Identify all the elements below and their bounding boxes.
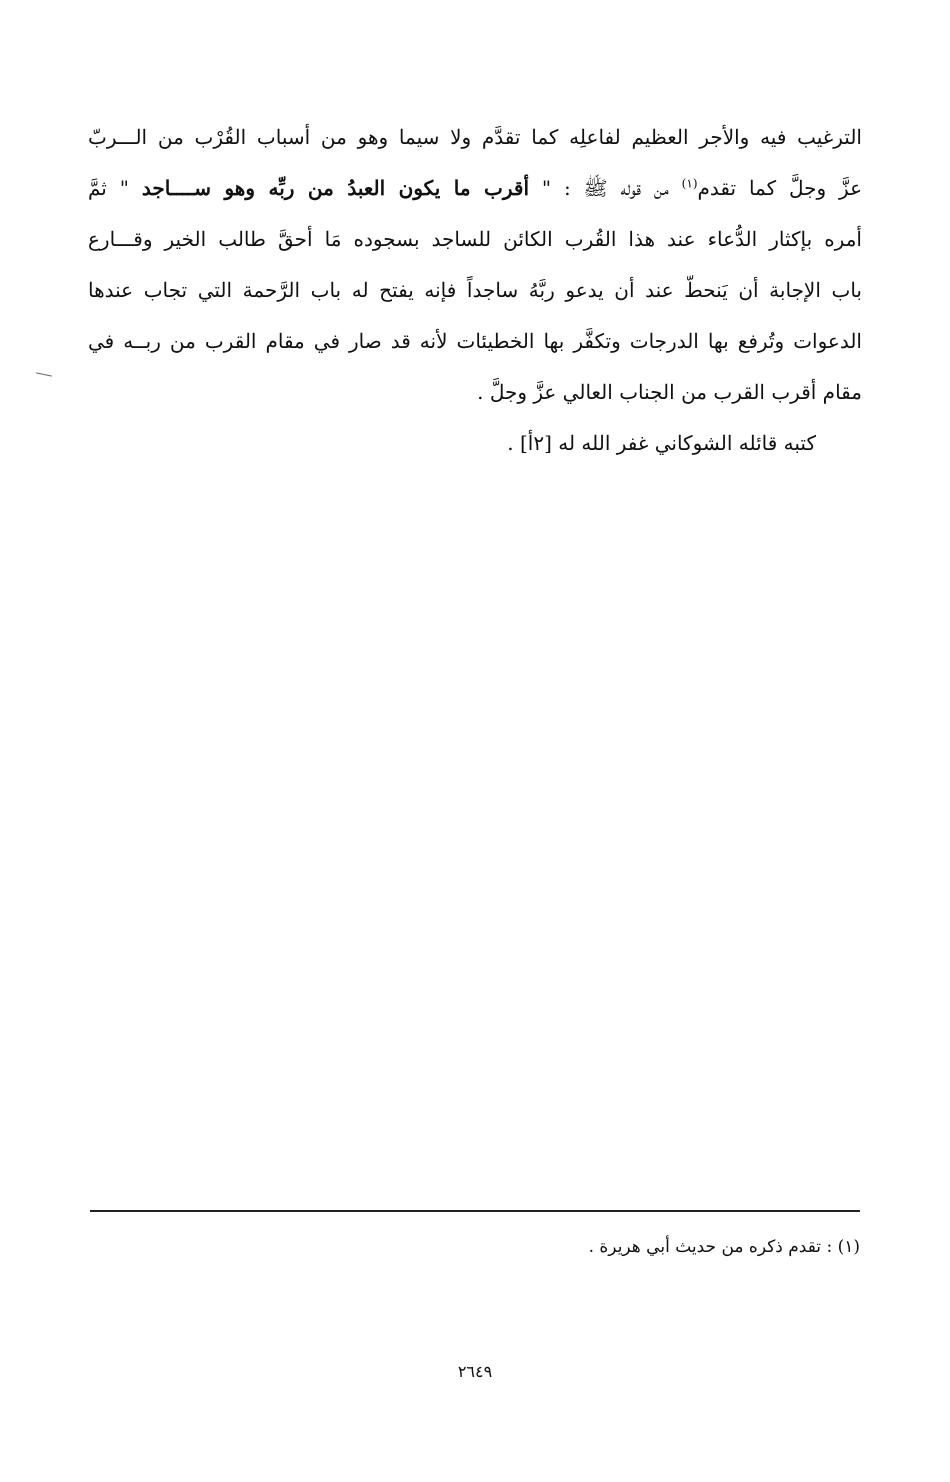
text-line-2-start: عزَّ وجلَّ كما تقدم <box>697 176 862 200</box>
main-text <box>88 112 862 469</box>
footnote-separator <box>90 1210 860 1212</box>
footnote: (١) : تقدم ذكره من حديث أبي هريرة . <box>588 1237 860 1257</box>
page-number: ٢٦٤٩ <box>457 1362 493 1381</box>
hadith-quote: أقرب ما يكون العبدُ من ربِّه وهو ســــاجد <box>141 176 529 200</box>
text-line-5: الدعوات وتُرفع بها الدرجات وتكفَّر بها الخطيئات لأنه قد صار في مقام القرب من ربــه في <box>88 329 862 353</box>
text-line-1: الترغيب فيه والأجر العظيم لفاعلِه كما تقدَّم ولا سيما وهو من أسباب القُرْب من الـــربّ <box>88 125 862 149</box>
text-line-2 <box>88 163 862 214</box>
author-signature: كتبه قائله الشوكاني غفر الله له [٢أ] . <box>507 431 816 455</box>
text-line-2-middle: من قوله ﷺ : " <box>529 176 682 200</box>
margin-mark <box>36 372 52 376</box>
footnote-reference: (١) <box>681 176 698 191</box>
text-line-6: مقام أقرب القرب من الجناب العالي عزَّ وجلَّ . <box>477 380 862 404</box>
text-line-3: أمره بإكثار الدُّعاء عند هذا القُرب الكائن للساجد بسجوده مَا أحقَّ طالب الخير وقـــارع <box>88 227 862 251</box>
text-line-2-end: " ثمَّ <box>88 176 142 200</box>
text-line-4: باب الإجابة أن يَنحطّ عند أن يدعو ربَّهُ ساجداً فإنه يفتح له باب الرَّحمة التي تجاب عندها <box>88 278 862 302</box>
